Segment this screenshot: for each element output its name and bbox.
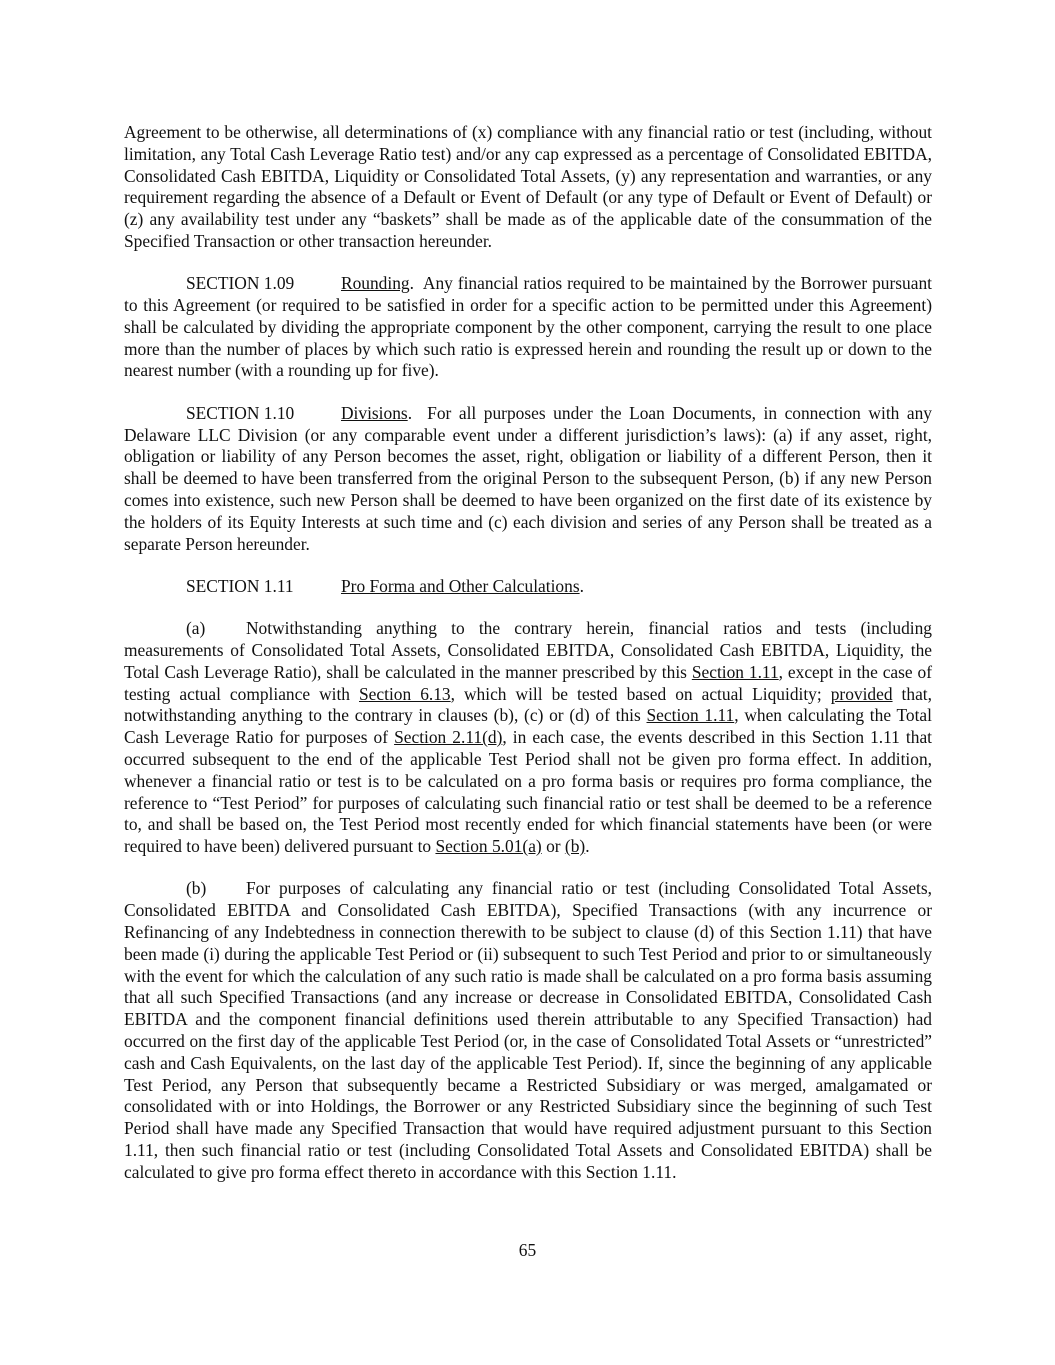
clause-text: , in each case, the events described in this Section 1.11 that occurred subsequent to the end of the applicable Test Period shall not be given pro forma effect. In addition, whenever a financial ratio or test is to be calculated on a pro forma basis or requires pro forma compliance, the reference to “Test Period” for purposes of calculating such financial ratio or test shall be deemed to be a reference to, and shall be based on, the Test Period most recently ended for which financial statements have been (or were required to have been) delivered pursuant to: [124, 727, 932, 857]
clause-text: or: [541, 836, 565, 857]
section-1-11-heading: [124, 576, 932, 598]
section-title-period: .: [409, 273, 414, 294]
section-reference: Section 5.01(a): [435, 836, 542, 857]
clause-text: , except in the case of testing actual compliance with: [124, 661, 932, 704]
provided-term: provided: [830, 683, 893, 704]
clause-label: (b): [186, 878, 207, 899]
clause-text: , when calculating the Total Cash Leverage Ratio for purposes of: [124, 705, 932, 748]
section-1-10-paragraph: [124, 403, 932, 556]
clause-a-paragraph: [124, 618, 932, 858]
section-number: SECTION 1.11: [186, 575, 294, 596]
section-body: For all purposes under the Loan Documents, in connection with any Delaware LLC Division (or any comparable event under a different jurisdiction’s laws): (a) if any asset, right, obligation or liability of any Person becomes the asset, right, obligation or liability of a different Person, then it shall be deemed to have been transferred from the original Person to the subsequent Person, (b) if any new Person comes into existence, such new Person shall be deemed to have been organized on the first date of its existence by the holders of its Equity Interests at such time and (c) each division and series of any Person shall be treated as a separate Person hereunder.: [124, 402, 932, 554]
clause-text: Notwithstanding anything to the contrary herein, financial ratios and tests (including measurements of Consolidated Total Assets, Consolidated EBITDA, Consolidated Cash EBITDA, Liquidity, the Total Cash Leverage Ratio), shall be calculated in the manner prescribed by this: [124, 618, 932, 682]
section-title: Divisions: [341, 402, 408, 423]
section-reference: (b): [564, 836, 586, 857]
clause-text: , which will be tested based on actual Liquidity;: [450, 683, 831, 704]
clause-label: (a): [186, 618, 206, 639]
clause-text: For purposes of calculating any financial ratio or test (including Consolidated Total Assets, Consolidated EBITDA and Consolidated Cash EBITDA), Specified Transactions (with any incurrence or Refinancing of any Indebtedness in connection therewith to be subject to clause (d) of this Section 1.11) that have been made (i) during the applicable Test Period or (ii) subsequent to such Test Period and prior to or simultaneously with the event for which the calculation of any such ratio is made shall be calculated on a pro forma basis assuming that all such Specified Transactions (and any increase or decrease in Consolidated EBITDA, Consolidated Cash EBITDA and the component financial definitions used therein attributable to any Specified Transaction) had occurred on the first day of the applicable Test Period (or, in the case of Consolidated Total Assets or “unrestricted” cash and Cash Equivalents, on the last day of the applicable Test Period). If, since the beginning of any applicable Test Period, any Person that subsequently became a Restricted Subsidiary or was merged, amalgamated or consolidated with or into Holdings, the Borrower or any Restricted Subsidiary since the beginning of such Test Period shall have made any Specified Transaction that would have required adjustment pursuant to this Section 1.11, then such financial ratio or test (including Consolidated Total Assets and Consolidated EBITDA) shall be calculated to give pro forma effect thereto in accordance with this Section 1.11.: [124, 878, 932, 1182]
section-reference: Section 6.13: [359, 683, 451, 704]
page-number: 65: [518, 1240, 537, 1260]
section-reference: Section 1.11: [646, 705, 735, 726]
section-body: Any financial ratios required to be maintained by the Borrower pursuant to this Agreement (or required to be satisfied in order for a specific action to be permitted under this Agreement) shall be calculated by dividing the appropriate component by the other component, carrying the result to one place more than the number of places by which such ratio is expressed herein and rounding the result up or down to the nearest number (with a rounding up for five).: [124, 273, 932, 381]
section-title-period: .: [407, 402, 413, 423]
section-title: Pro Forma and Other Calculations: [341, 575, 580, 596]
clause-text: that, notwithstanding anything to the contrary in clauses (b), (c) or (d) of this: [124, 683, 932, 726]
section-1-09-paragraph: [124, 273, 932, 382]
clause-b-paragraph: [124, 878, 932, 1183]
section-reference: Section 1.11: [691, 661, 779, 682]
intro-paragraph: Agreement to be otherwise, all determinations of (x) compliance with any financial ratio or test (including, without limitation, any Total Cash Leverage Ratio test) and/or any cap expressed as a percentage of Consolidated EBITDA, Consolidated Cash EBITDA, Liquidity or Consolidated Total Assets, (y) any representation and warranties, or any requirement regarding the absence of a Default or Event of Default (or any type of Default or Event of Default) or (z) any availability test under any “baskets” shall be made as of the applicable date of the consummation of the Specified Transaction or other transaction hereunder.: [124, 122, 932, 251]
clause-text: .: [585, 836, 590, 857]
document-body: [124, 122, 932, 1204]
section-reference: Section 2.11(d): [394, 727, 503, 748]
section-number: SECTION 1.09: [186, 273, 295, 294]
section-number: SECTION 1.10: [186, 402, 295, 423]
section-title: Rounding: [341, 273, 410, 294]
section-title-period: .: [579, 575, 584, 596]
